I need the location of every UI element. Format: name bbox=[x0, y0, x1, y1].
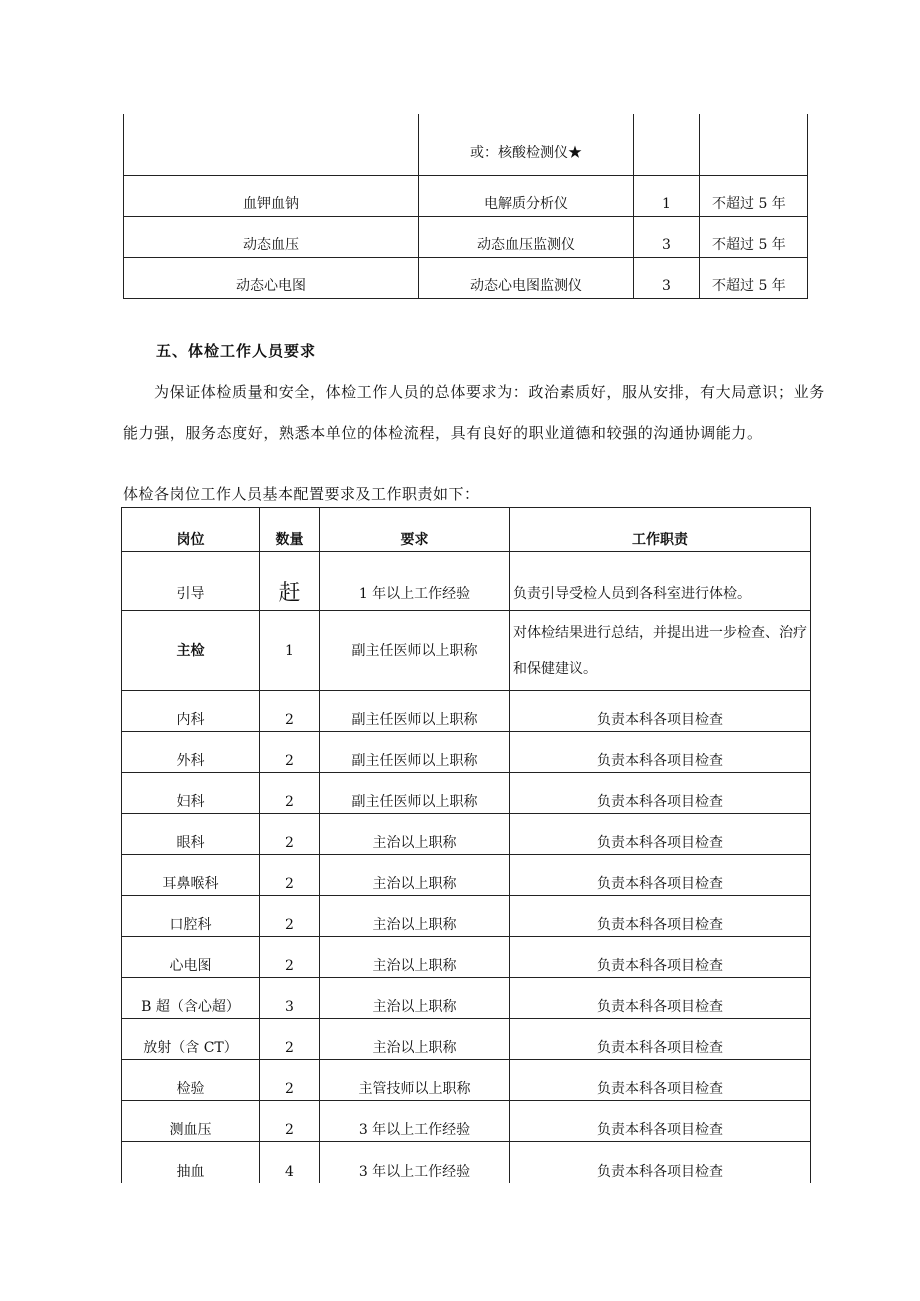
count-cell: 2 bbox=[260, 691, 320, 732]
equip-life: 不超过 5 年 bbox=[700, 217, 808, 258]
requirement-cell: 副主任医师以上职称 bbox=[320, 691, 510, 732]
equip-item: 血钾血钠 bbox=[124, 176, 419, 217]
requirement-cell: 主管技师以上职称 bbox=[320, 1060, 510, 1101]
equip-device: 动态血压监测仪 bbox=[419, 217, 634, 258]
post-cell: 口腔科 bbox=[122, 896, 260, 937]
requirement-cell: 主治以上职称 bbox=[320, 978, 510, 1019]
table-row bbox=[122, 1019, 811, 1060]
header-requirement: 要求 bbox=[320, 508, 510, 552]
duty-cell: 负责本科各项目检查 bbox=[510, 1101, 811, 1142]
table-row bbox=[124, 217, 808, 258]
table-row bbox=[122, 937, 811, 978]
duty-cell: 负责本科各项目检查 bbox=[510, 896, 811, 937]
count-cell: 2 bbox=[260, 773, 320, 814]
table-row bbox=[124, 176, 808, 217]
count-cell: 3 bbox=[260, 978, 320, 1019]
equip-item: 动态血压 bbox=[124, 217, 419, 258]
equip-life: 不超过 5 年 bbox=[700, 176, 808, 217]
requirement-cell: 副主任医师以上职称 bbox=[320, 773, 510, 814]
equip-item bbox=[124, 114, 419, 176]
post-cell: 测血压 bbox=[122, 1101, 260, 1142]
duty-cell: 对体检结果进行总结，并提出进一步检查、治疗和保健建议。 bbox=[510, 611, 811, 691]
table-header-row bbox=[122, 508, 811, 552]
requirement-cell: 副主任医师以上职称 bbox=[320, 732, 510, 773]
table-row bbox=[122, 732, 811, 773]
requirement-cell: 主治以上职称 bbox=[320, 1019, 510, 1060]
equip-qty: 3 bbox=[634, 258, 700, 299]
count-cell: 2 bbox=[260, 732, 320, 773]
requirement-cell: 主治以上职称 bbox=[320, 855, 510, 896]
post-cell: B 超（含心超） bbox=[122, 978, 260, 1019]
staff-table bbox=[121, 507, 811, 1183]
duty-cell: 负责本科各项目检查 bbox=[510, 855, 811, 896]
equip-device: 电解质分析仪 bbox=[419, 176, 634, 217]
table-intro: 体检各岗位工作人员基本配置要求及工作职责如下： bbox=[123, 485, 480, 503]
header-count: 数量 bbox=[260, 508, 320, 552]
post-cell: 眼科 bbox=[122, 814, 260, 855]
section-heading: 五、体检工作人员要求 bbox=[156, 342, 317, 360]
duty-cell: 负责本科各项目检查 bbox=[510, 1060, 811, 1101]
count-cell: 赶 bbox=[260, 552, 320, 611]
table-row bbox=[122, 552, 811, 611]
equip-device: 或：核酸检测仪★ bbox=[419, 114, 634, 176]
count-cell: 4 bbox=[260, 1142, 320, 1184]
count-cell: 2 bbox=[260, 937, 320, 978]
count-cell: 2 bbox=[260, 1060, 320, 1101]
requirement-cell: 1 年以上工作经验 bbox=[320, 552, 510, 611]
duty-cell: 负责本科各项目检查 bbox=[510, 1019, 811, 1060]
duty-cell: 负责本科各项目检查 bbox=[510, 814, 811, 855]
count-cell: 1 bbox=[260, 611, 320, 691]
equip-life: 不超过 5 年 bbox=[700, 258, 808, 299]
requirement-cell: 主治以上职称 bbox=[320, 896, 510, 937]
equipment-table bbox=[123, 114, 808, 299]
requirement-cell: 主治以上职称 bbox=[320, 814, 510, 855]
post-cell: 心电图 bbox=[122, 937, 260, 978]
requirement-cell: 主治以上职称 bbox=[320, 937, 510, 978]
requirement-cell: 3 年以上工作经验 bbox=[320, 1101, 510, 1142]
table-row bbox=[122, 611, 811, 691]
header-duty: 工作职责 bbox=[510, 508, 811, 552]
requirement-cell: 副主任医师以上职称 bbox=[320, 611, 510, 691]
post-cell: 外科 bbox=[122, 732, 260, 773]
requirement-cell: 3 年以上工作经验 bbox=[320, 1142, 510, 1184]
table-row bbox=[122, 691, 811, 732]
duty-cell: 负责本科各项目检查 bbox=[510, 978, 811, 1019]
table-row bbox=[122, 1101, 811, 1142]
table-row bbox=[122, 896, 811, 937]
post-cell: 引导 bbox=[122, 552, 260, 611]
count-cell: 2 bbox=[260, 896, 320, 937]
table-row bbox=[122, 1060, 811, 1101]
count-cell: 2 bbox=[260, 855, 320, 896]
post-cell: 内科 bbox=[122, 691, 260, 732]
duty-cell: 负责引导受检人员到各科室进行体检。 bbox=[510, 552, 811, 611]
equip-qty: 3 bbox=[634, 217, 700, 258]
table-row bbox=[124, 258, 808, 299]
table-row bbox=[124, 114, 808, 176]
header-post: 岗位 bbox=[122, 508, 260, 552]
post-cell: 主检 bbox=[122, 611, 260, 691]
count-cell: 2 bbox=[260, 814, 320, 855]
duty-cell: 负责本科各项目检查 bbox=[510, 1142, 811, 1184]
table-row bbox=[122, 773, 811, 814]
post-cell: 抽血 bbox=[122, 1142, 260, 1184]
count-cell: 2 bbox=[260, 1101, 320, 1142]
requirements-paragraph: 为保证体检质量和安全，体检工作人员的总体要求为：政治素质好，服从安排，有大局意识；业务能力强，服务态度好，熟悉本单位的体检流程，具有良好的职业道德和较强的沟通协调能力。 bbox=[123, 383, 825, 442]
count-cell: 2 bbox=[260, 1019, 320, 1060]
post-cell: 妇科 bbox=[122, 773, 260, 814]
equip-item: 动态心电图 bbox=[124, 258, 419, 299]
equip-qty: 1 bbox=[634, 176, 700, 217]
equip-life bbox=[700, 114, 808, 176]
table-row bbox=[122, 1142, 811, 1184]
duty-cell: 负责本科各项目检查 bbox=[510, 937, 811, 978]
duty-cell: 负责本科各项目检查 bbox=[510, 732, 811, 773]
duty-cell: 负责本科各项目检查 bbox=[510, 773, 811, 814]
equip-qty bbox=[634, 114, 700, 176]
table-row bbox=[122, 855, 811, 896]
table-row bbox=[122, 814, 811, 855]
table-row bbox=[122, 978, 811, 1019]
post-cell: 检验 bbox=[122, 1060, 260, 1101]
duty-cell: 负责本科各项目检查 bbox=[510, 691, 811, 732]
post-cell: 放射（含 CT） bbox=[122, 1019, 260, 1060]
post-cell: 耳鼻喉科 bbox=[122, 855, 260, 896]
equip-device: 动态心电图监测仪 bbox=[419, 258, 634, 299]
